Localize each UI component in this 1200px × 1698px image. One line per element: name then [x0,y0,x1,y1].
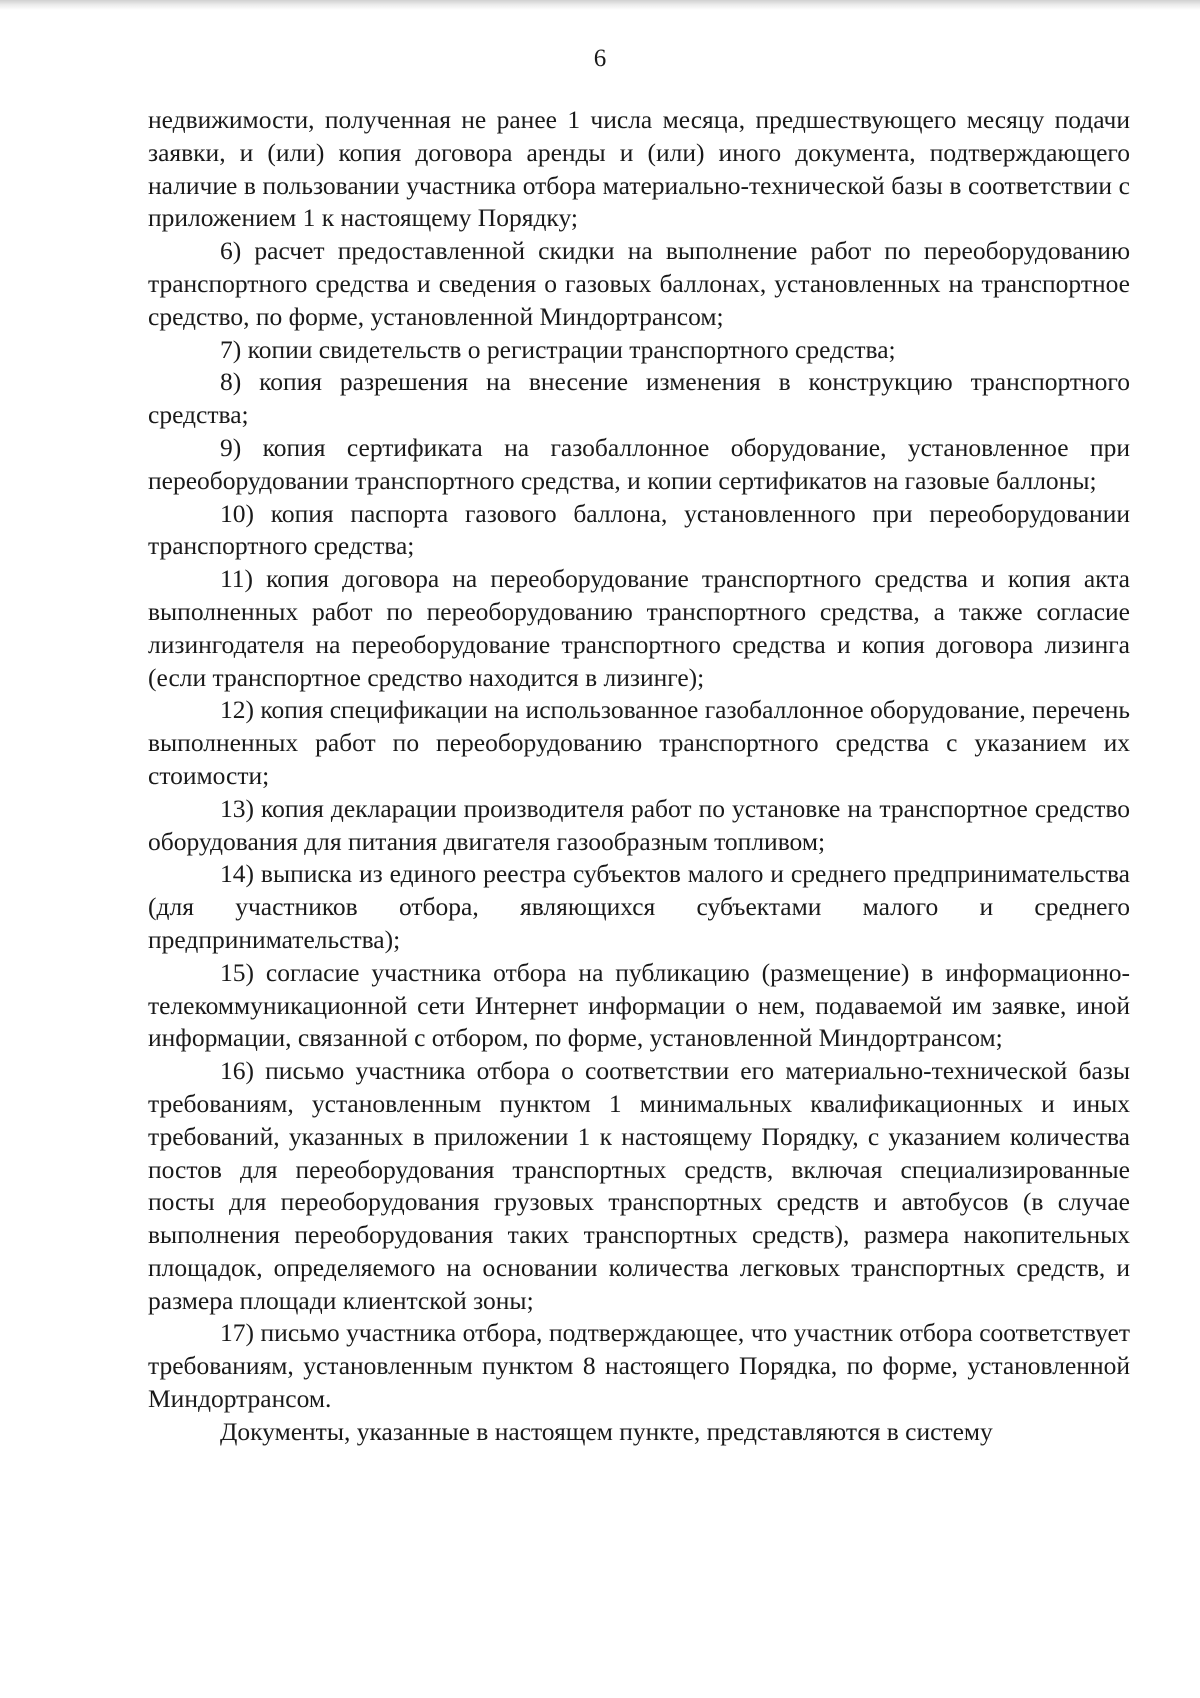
list-item-13: 13) копия декларации производителя работ по установке на транспортное средство оборудования для питания двигателя газообразным топливом; [148,793,1130,856]
list-item-16: 16) письмо участника отбора о соответствии его материально-технической базы требованиям, установленным пунктом 1 минимальных квалификационных и иных требований, указанных в приложении 1 к настоящему Порядку, с указанием количества постов для переоборудования транспортных средств, включая специализированные посты для переоборудования грузовых транспортных средств и автобусов (в случае выполнения переоборудования таких транспортных средств), размера накопительных площадок, определяемого на основании количества легковых транспортных средств, и размера площади клиентской зоны; [148,1056,1130,1315]
document-body [148,104,1130,1449]
paragraph-continuation: недвижимости, полученная не ранее 1 числа месяца, предшествующего месяцу подачи заявки, и (или) копия договора аренды и (или) иного документа, подтверждающего наличие в пользовании участника отбора материально-технической базы в соответствии с приложением 1 к настоящему Порядку; [148,105,1130,233]
closing-paragraph: Документы, указанные в настоящем пункте, представляются в систему [220,1416,993,1446]
list-item-8: 8) копия разрешения на внесение изменения в конструкцию транспортного средства; [148,367,1130,430]
list-item-14: 14) выписка из единого реестра субъектов малого и среднего предпринимательства (для участников отбора, являющихся субъектами малого и среднего предпринимательства); [148,859,1130,954]
page-number: 6 [593,45,607,72]
list-item-7: 7) копии свидетельств о регистрации транспортного средства; [220,334,896,364]
list-item-12: 12) копия спецификации на использованное газобаллонное оборудование, перечень выполненных работ по переоборудованию транспортного средства с указанием их стоимости; [148,695,1130,790]
list-item-9: 9) копия сертификата на газобаллонное оборудование, установленное при переоборудовании транспортного средства, и копии сертификатов на газовые баллоны; [148,432,1130,495]
list-item-11: 11) копия договора на переоборудование транспортного средства и копия акта выполненных работ по переоборудованию транспортного средства, а также согласие лизингодателя на переоборудование транспортного средства и копия договора лизинга (если транспортное средство находится в лизинге); [148,564,1130,692]
scan-edge-shadow [0,0,1200,10]
list-item-6: 6) расчет предоставленной скидки на выполнение работ по переоборудованию транспортного средства и сведения о газовых баллонах, установленных на транспортное средство, по форме, установленной Миндортрансом; [148,236,1130,331]
list-item-17: 17) письмо участника отбора, подтверждающее, что участник отбора соответствует требованиям, установленным пунктом 8 настоящего Порядка, по форме, установленной Миндортрансом. [148,1318,1130,1414]
list-item-15: 15) согласие участника отбора на публикацию (размещение) в информационно-телекоммуникационной сети Интернет информации о нем, подаваемой им заявке, иной информации, связанной с отбором, по форме, установленной Миндортрансом; [148,957,1130,1053]
list-item-10: 10) копия паспорта газового баллона, установленного при переоборудовании транспортного средства; [148,498,1130,561]
